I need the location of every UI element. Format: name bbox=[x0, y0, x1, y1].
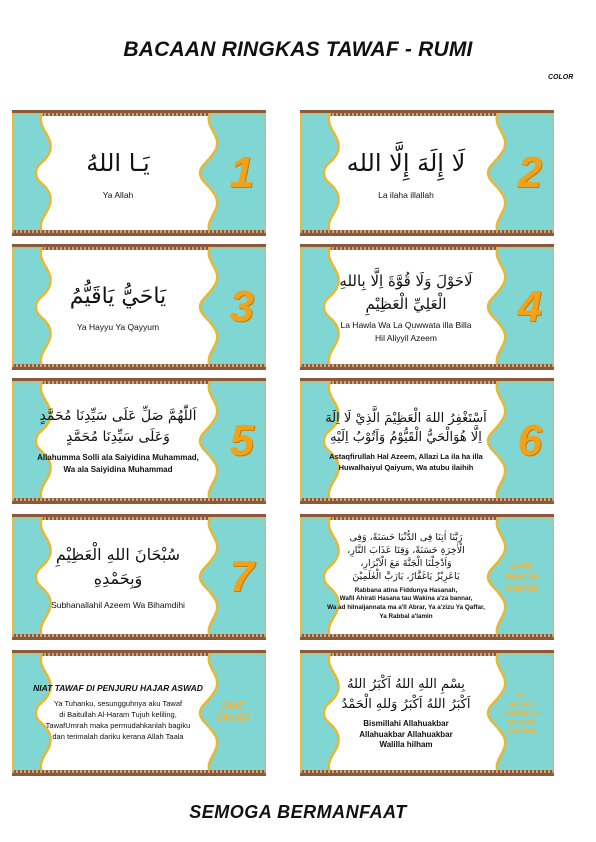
arabic-text: اِلَّا هُوَالْحَيُّ الْقَيُّوْمُ وَاَتُوْبُ اِلَيْهِ bbox=[330, 430, 482, 446]
arabic-text: اَسْتَغْفِرُ اللهَ الْعَظِيْمَ الَّذِيْ لَا اِلَهَ bbox=[325, 410, 487, 426]
rumi-text: TawafUmrah maka permudahkanlah bagiku bbox=[45, 721, 191, 730]
page-title: BACAAN RINGKAS TAWAF - RUMI bbox=[123, 38, 473, 61]
arabic-text: وَاَدْخِلْنَا الْجَنَّةَ مَعَ الْاَبْرَارِ، bbox=[360, 557, 452, 569]
arabic-text: اَللّٰهُمَّ صَلِّ عَلَى سَيِّدِنَا مُحَمَّدٍ bbox=[39, 408, 197, 425]
arabic-text: سُبْحَانَ اللهِ الْعَظِيْمِ وَبِحَمْدِهِ bbox=[55, 544, 181, 588]
arabic-text: الْعَلِيِّ الْعَظِيْمِ bbox=[365, 294, 447, 313]
rumi-text: Wafil Ahirati Hasana tau Wakina a'za bannar, bbox=[339, 595, 473, 603]
side-label-line: ASWAD & bbox=[503, 708, 539, 718]
card-rukun-yamani bbox=[300, 514, 554, 640]
side-label-line: DI bbox=[517, 690, 525, 700]
side-label-line: NIAT bbox=[221, 701, 245, 712]
card-number: 4 bbox=[517, 282, 542, 331]
card-number: 6 bbox=[517, 416, 542, 465]
card-number: 3 bbox=[229, 282, 254, 331]
rumi-text: Allahuakbar Allahuakbar bbox=[359, 729, 453, 739]
card-1 bbox=[12, 110, 266, 236]
card-2 bbox=[300, 110, 554, 236]
arabic-text: لَاحَوْلَ وَلَا قُوَّةَ اِلَّا بِاللهِ bbox=[339, 272, 473, 291]
card-3 bbox=[12, 244, 266, 370]
rumi-text: Ya Rabbal a'lamin bbox=[379, 612, 433, 620]
side-label-line: HAJAR bbox=[508, 699, 534, 709]
arabic-text: يَاحَيُّ يَاقَيُّمُ bbox=[69, 284, 167, 310]
rumi-text: Ya Allah bbox=[102, 189, 134, 200]
side-label bbox=[494, 691, 548, 736]
rumi-text: Huwalhaiyul Qaiyum, Wa atubu ilaihih bbox=[338, 462, 474, 472]
rumi-text: Subhanallahil Azeem Wa Bihamdihi bbox=[51, 599, 185, 610]
arabic-text: بِسْمِ اللهِ اللهُ اَكْبَرُ اللهُ bbox=[347, 677, 465, 693]
rumi-text: La ilaha illallah bbox=[378, 189, 434, 200]
arabic-text: اَكْبَرُ اللهُ اَكْبَرُ وَللهِ الْحَمْدُ bbox=[341, 696, 471, 712]
arabic-text: رَبَّنَا اٰتِنَا فِى الدُّنْيَا حَسَنَةً، وَفِى bbox=[349, 532, 463, 544]
card-6 bbox=[300, 378, 554, 504]
rumi-text: di Baitullah Al-Haram Tujuh keliling, bbox=[59, 710, 177, 720]
card-niat-tawaf bbox=[12, 650, 266, 776]
rumi-text: dan terimalah dariku kerana Allah Taala bbox=[52, 731, 184, 741]
rumi-text: Walilla hilham bbox=[379, 740, 433, 750]
rumi-text: Rabbana atina Fiddunya Hasanah, bbox=[354, 586, 458, 594]
niat-title: NIAT TAWAF DI PENJURU HAJAR ASWAD bbox=[33, 683, 203, 694]
arabic-text: يَـا اللهُ bbox=[86, 148, 150, 177]
card-hajar-aswad bbox=[300, 650, 554, 776]
arabic-text: الْاٰخِرَةِ حَسَنَةً، وَقِنَا عَذَابَ النَّارِ، bbox=[347, 545, 465, 557]
rumi-text: Allahumma Solli ala Saiyidina Muhammad, bbox=[37, 453, 199, 463]
rumi-text: Wa ad hilnaljannata ma a'll Abrar, Ya a'zizu Ya Qaffar, bbox=[327, 604, 485, 612]
arabic-text: يَاعَزِيْزُ يَاغَفَّارُ، يَارَبَّ الْعٰلَمِيْنَ bbox=[352, 570, 460, 582]
side-label-line: TAWAF bbox=[215, 713, 251, 724]
rumi-text: Ya Hayyu Ya Qayyum bbox=[76, 322, 160, 333]
arabic-text: وَعَلَى سَيِّدِنَا مُحَمَّدٍ bbox=[66, 429, 170, 446]
rumi-text: Ya Tuhanku, sesungguhnya aku Tawaf bbox=[53, 699, 183, 709]
color-tag: COLOR bbox=[548, 74, 574, 81]
card-number: 2 bbox=[517, 148, 542, 197]
card-5 bbox=[12, 378, 266, 504]
card-4 bbox=[300, 244, 554, 370]
card-number: 1 bbox=[229, 148, 254, 197]
rumi-text: Astaqfirullah Hal Azeem, Allazi La ila ha illa bbox=[329, 451, 483, 461]
side-label bbox=[494, 561, 548, 593]
rumi-text: Hil Aliyyil Azeem bbox=[375, 332, 437, 343]
side-label-line: YAMANI bbox=[503, 582, 539, 593]
card-number: 5 bbox=[229, 416, 254, 465]
side-label-line: YAMANI bbox=[506, 726, 536, 736]
card-number: 7 bbox=[229, 552, 254, 601]
arabic-text: لَا إِلَهَ إِلَّا الله bbox=[346, 148, 466, 177]
side-label-line: DARI bbox=[510, 560, 532, 571]
rumi-text: La Hawla Wa La Quwwata illa Billa bbox=[340, 320, 472, 331]
side-label-line: RUKUN bbox=[507, 717, 535, 727]
card-7 bbox=[12, 514, 266, 640]
rumi-text: Bismillahi Allahuakbar bbox=[363, 719, 449, 729]
footer-text: SEMOGA BERMANFAAT bbox=[189, 802, 407, 822]
side-label bbox=[206, 701, 260, 725]
rumi-text: Wa ala Saiyidina Muhammad bbox=[63, 465, 173, 474]
side-label-line: RUKUN bbox=[504, 571, 538, 582]
